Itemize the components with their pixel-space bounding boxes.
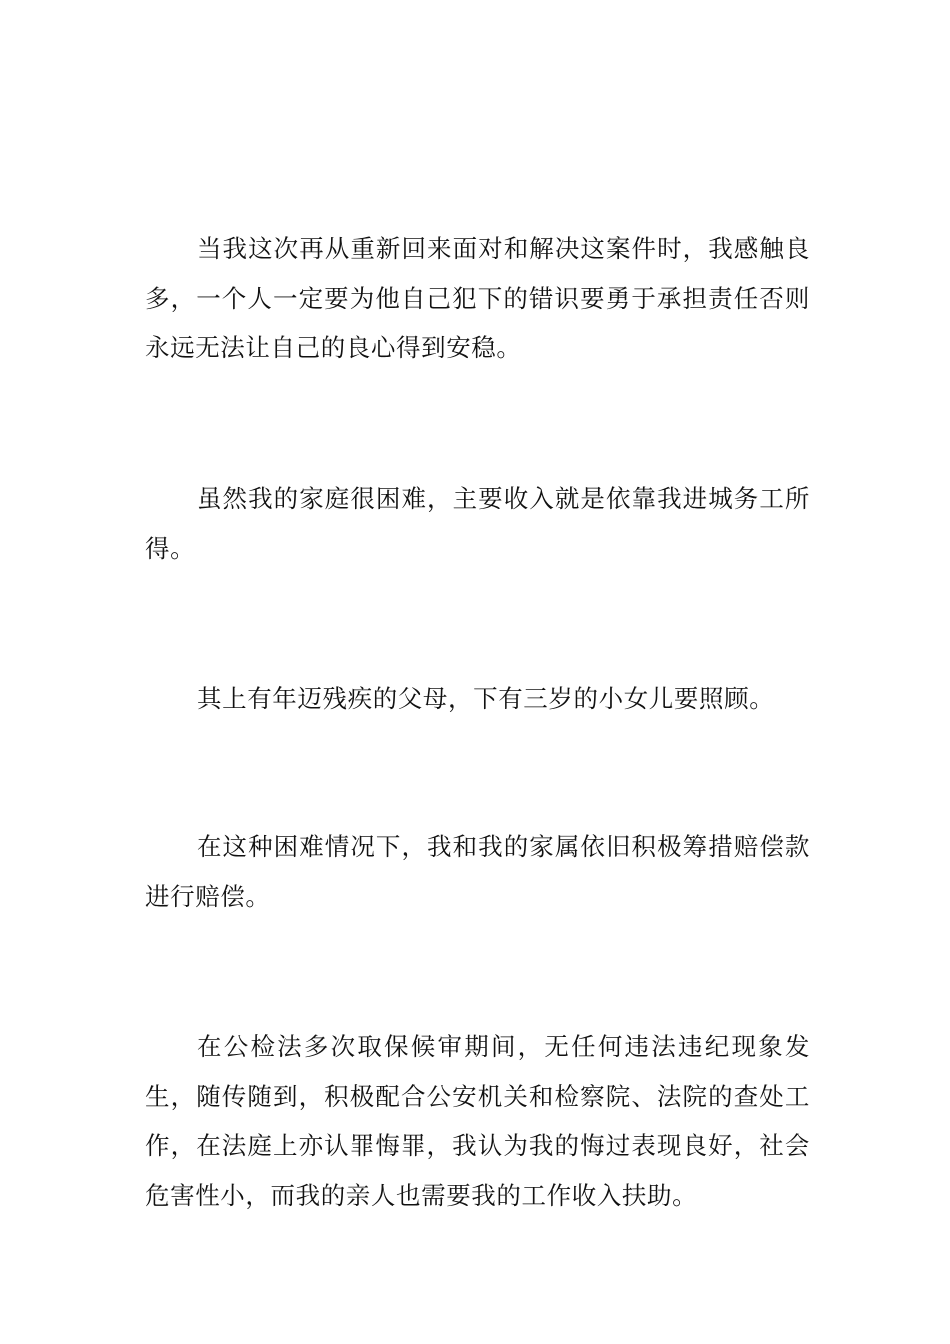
paragraph-3: 其上有年迈残疾的父母，下有三岁的小女儿要照顾。 [197,684,775,713]
paragraph-5: 在公检法多次取保候审期间，无任何违法违纪现象发生，随传随到，积极配合公安机关和检察院、法院的查处工作，在法庭上亦认罪悔罪，我认为我的悔过表现良好，社会危害性小，而我的亲人也需要我的工作收入扶助。 [145,1032,810,1210]
paragraph-4: 在这种困难情况下，我和我的家属依旧积极筹措赔偿款进行赔偿。 [145,832,810,911]
paragraph-1: 当我这次再从重新回来面对和解决这案件时，我感触良多，一个人一定要为他自己犯下的错识要勇于承担责任否则永远无法让自己的良心得到安稳。 [145,234,810,362]
paragraph-2: 虽然我的家庭很困难，主要收入就是依靠我进城务工所得。 [145,484,810,563]
